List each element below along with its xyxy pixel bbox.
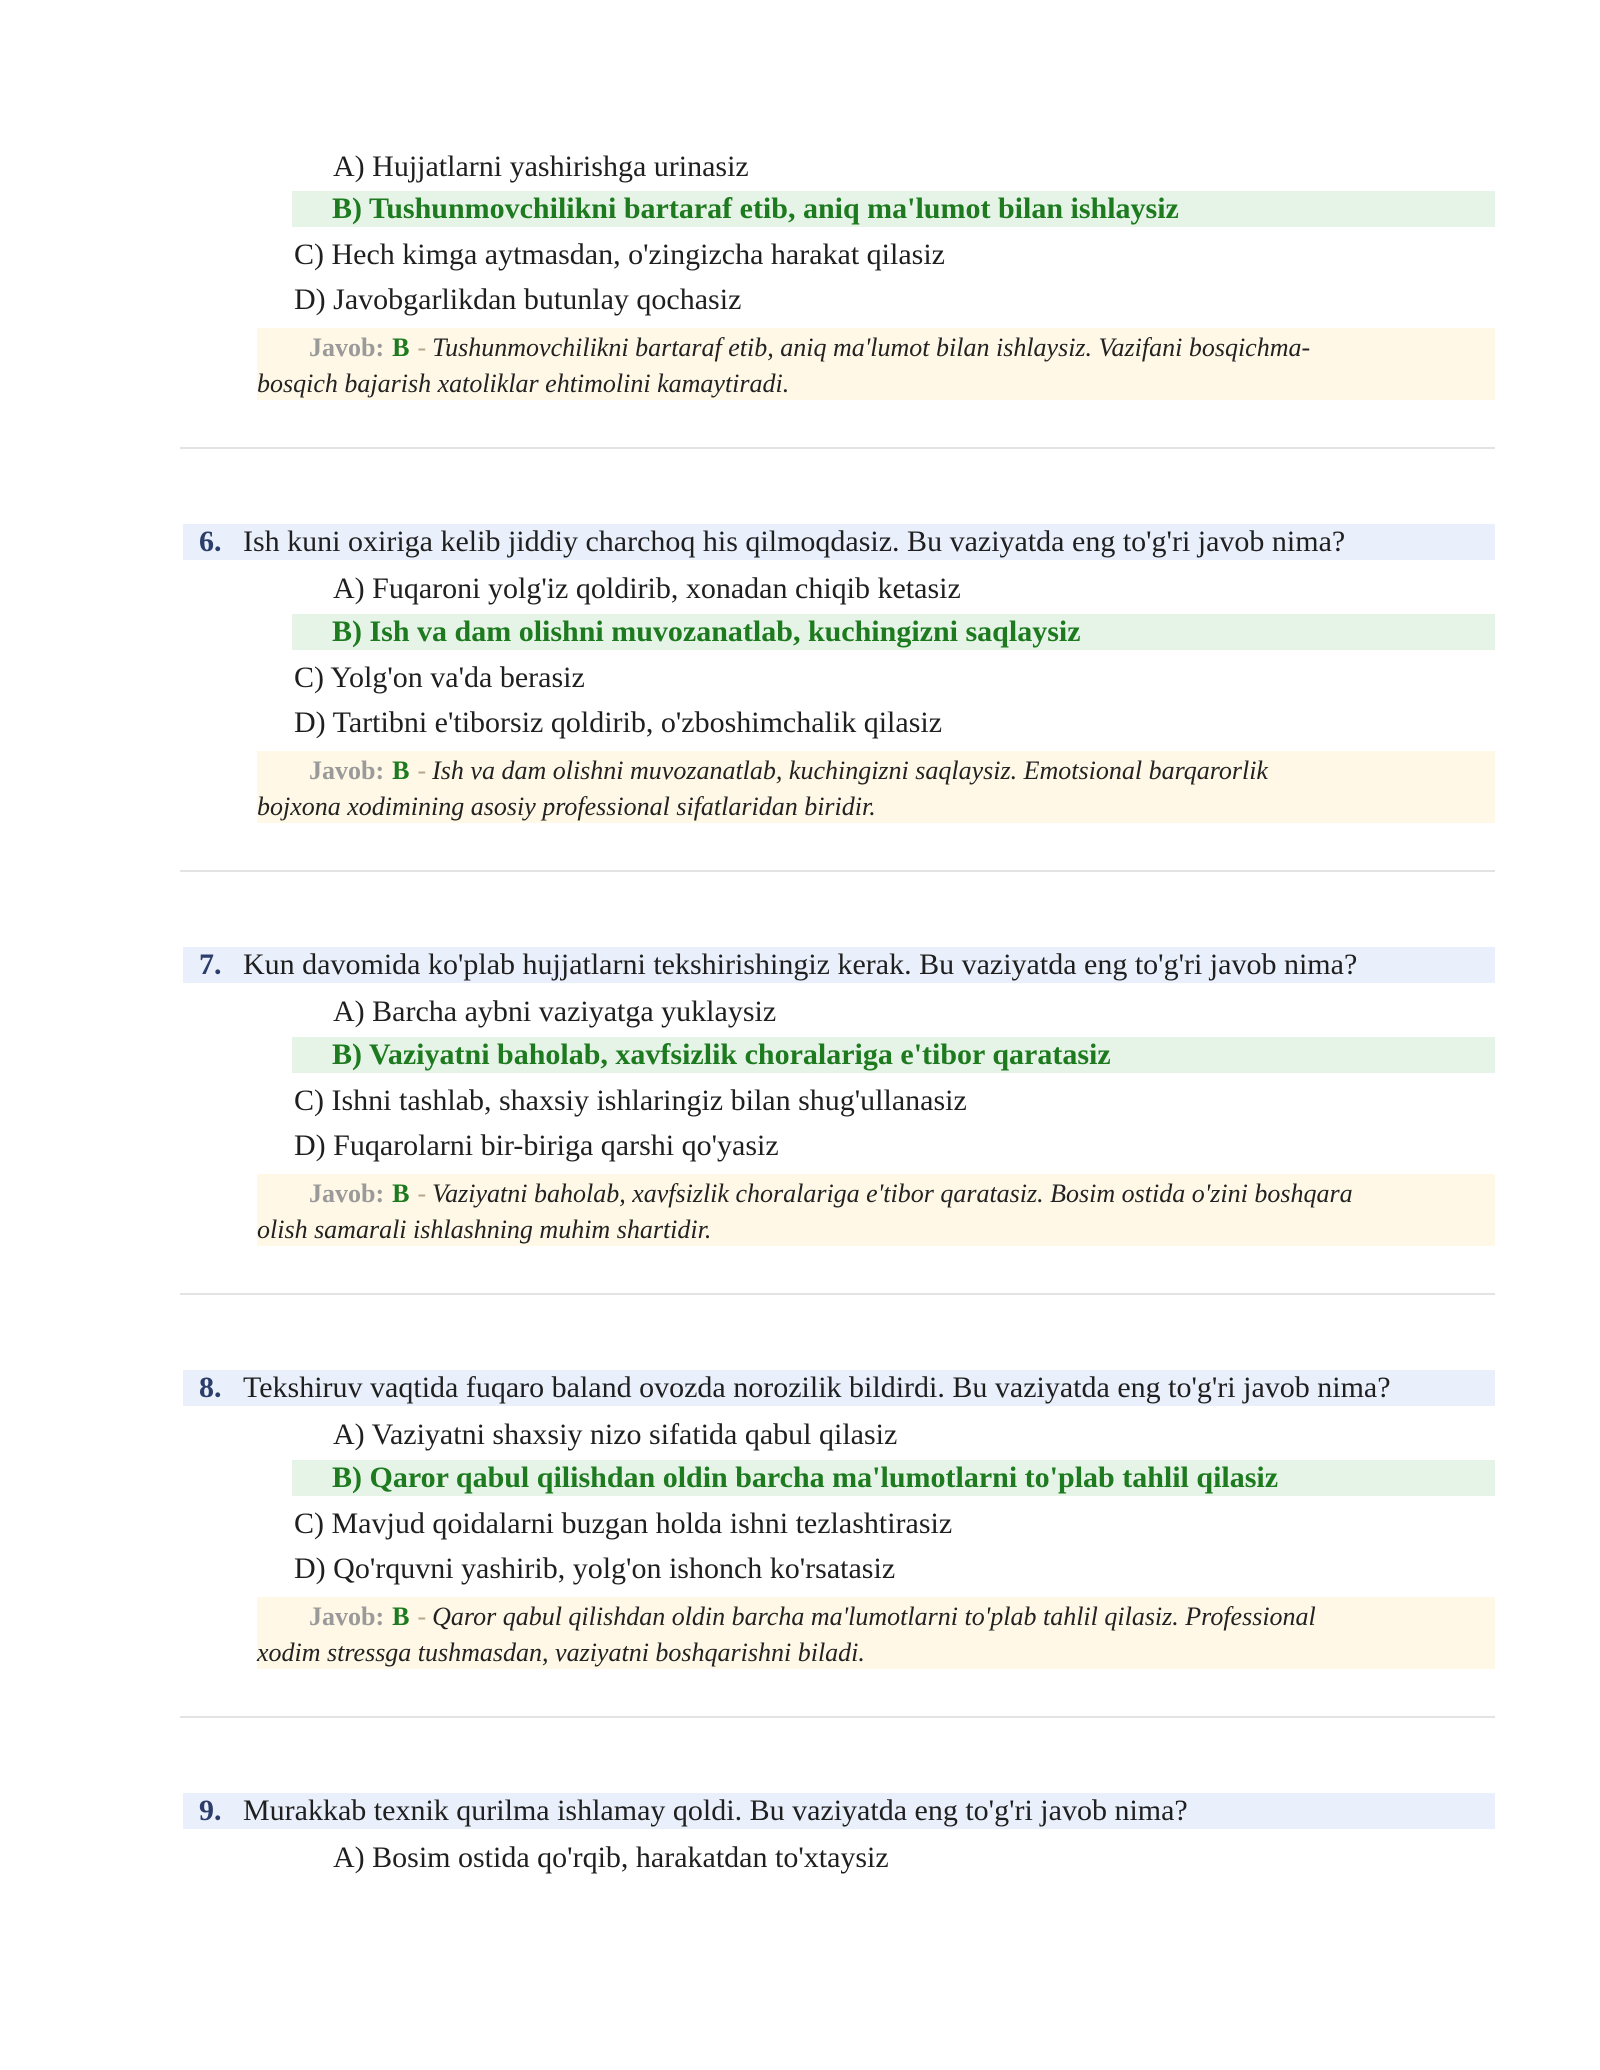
answer-label: Javob:: [309, 1179, 385, 1208]
answer-explanation-line1: Qaror qabul qilishdan oldin barcha ma'lumotlarni to'plab tahlil qilasiz. Professional: [432, 1602, 1316, 1631]
answer-dash: -: [417, 756, 427, 785]
question-text: Tekshiruv vaqtida fuqaro baland ovozda norozilik bildirdi. Bu vaziyatda eng to'g'ri javob nima?: [243, 1371, 1391, 1404]
question-6: [183, 524, 1495, 560]
q8-option-c: C) Mavjud qoidalarni buzgan holda ishni tezlashtirasiz: [294, 1507, 953, 1540]
question-number: 8.: [199, 1371, 222, 1404]
question-number: 7.: [199, 948, 222, 981]
question-text: Murakkab texnik qurilma ishlamay qoldi. Bu vaziyatda eng to'g'ri javob nima?: [243, 1794, 1188, 1827]
question-8: [183, 1370, 1495, 1406]
q5-option-b-correct: B) Tushunmovchilikni bartaraf etib, aniq ma'lumot bilan ishlaysiz: [292, 191, 1495, 227]
q7-option-c: C) Ishni tashlab, shaxsiy ishlaringiz bilan shug'ullanasiz: [294, 1084, 967, 1117]
question-text: Ish kuni oxiriga kelib jiddiy charchoq his qilmoqdasiz. Bu vaziyatda eng to'g'ri javob nima?: [243, 525, 1346, 558]
q7-option-a: A) Barcha aybni vaziyatga yuklaysiz: [333, 995, 777, 1028]
answer-label: Javob:: [309, 1602, 385, 1631]
q9-option-a: A) Bosim ostida qo'rqib, harakatdan to'xtaysiz: [333, 1841, 889, 1874]
question-divider: [180, 447, 1495, 449]
q6-option-d: D) Tartibni e'tiborsiz qoldirib, o'zboshimchalik qilasiz: [294, 706, 943, 739]
answer-explanation-line2: bojxona xodimining asosiy professional sifatlaridan biridir.: [257, 792, 876, 821]
q7-option-b-correct: B) Vaziyatni baholab, xavfsizlik choralariga e'tibor qaratasiz: [292, 1037, 1495, 1073]
answer-explanation-line1: Ish va dam olishni muvozanatlab, kuchingizni saqlaysiz. Emotsional barqarorlik: [432, 756, 1268, 785]
answer-dash: -: [417, 1179, 427, 1208]
q8-answer-box: [257, 1597, 1495, 1669]
answer-dash: -: [417, 333, 427, 362]
q8-option-a: A) Vaziyatni shaxsiy nizo sifatida qabul qilasiz: [333, 1418, 898, 1451]
q5-option-c: C) Hech kimga aytmasdan, o'zingizcha harakat qilasiz: [294, 238, 945, 271]
question-text: Kun davomida ko'plab hujjatlarni tekshirishingiz kerak. Bu vaziyatda eng to'g'ri javob nima?: [243, 948, 1358, 981]
answer-letter: B: [392, 1179, 410, 1208]
q5-answer-box: [257, 328, 1495, 400]
answer-explanation-line2: bosqich bajarish xatoliklar ehtimolini kamaytiradi.: [257, 369, 790, 398]
q6-option-b-correct: B) Ish va dam olishni muvozanatlab, kuchingizni saqlaysiz: [292, 614, 1495, 650]
question-divider: [180, 1293, 1495, 1295]
question-9: [183, 1793, 1495, 1829]
answer-label: Javob:: [309, 756, 385, 785]
q5-option-d: D) Javobgarlikdan butunlay qochasiz: [294, 283, 742, 316]
answer-dash: -: [417, 1602, 427, 1631]
answer-explanation-line1: Vaziyatni baholab, xavfsizlik choralariga e'tibor qaratasiz. Bosim ostida o'zini boshqara: [432, 1179, 1353, 1208]
q7-option-d: D) Fuqarolarni bir-biriga qarshi qo'yasiz: [294, 1129, 779, 1162]
answer-label: Javob:: [309, 333, 385, 362]
answer-letter: B: [392, 1602, 410, 1631]
question-divider: [180, 870, 1495, 872]
q8-option-b-correct: B) Qaror qabul qilishdan oldin barcha ma'lumotlarni to'plab tahlil qilasiz: [292, 1460, 1495, 1496]
question-7: [183, 947, 1495, 983]
q8-option-d: D) Qo'rquvni yashirib, yolg'on ishonch ko'rsatasiz: [294, 1552, 896, 1585]
q5-option-a: A) Hujjatlarni yashirishga urinasiz: [333, 150, 749, 183]
answer-letter: B: [392, 756, 410, 785]
answer-explanation-line2: olish samarali ishlashning muhim shartidir.: [257, 1215, 712, 1244]
answer-letter: B: [392, 333, 410, 362]
q6-option-a: A) Fuqaroni yolg'iz qoldirib, xonadan chiqib ketasiz: [333, 572, 961, 605]
question-number: 6.: [199, 525, 222, 558]
question-number: 9.: [199, 1794, 222, 1827]
answer-explanation-line1: Tushunmovchilikni bartaraf etib, aniq ma'lumot bilan ishlaysiz. Vazifani bosqichma-: [432, 333, 1311, 362]
q6-answer-box: [257, 751, 1495, 823]
q7-answer-box: [257, 1174, 1495, 1246]
q6-option-c: C) Yolg'on va'da berasiz: [294, 661, 585, 694]
question-divider: [180, 1716, 1495, 1718]
answer-explanation-line2: xodim stressga tushmasdan, vaziyatni boshqarishni biladi.: [257, 1638, 865, 1667]
